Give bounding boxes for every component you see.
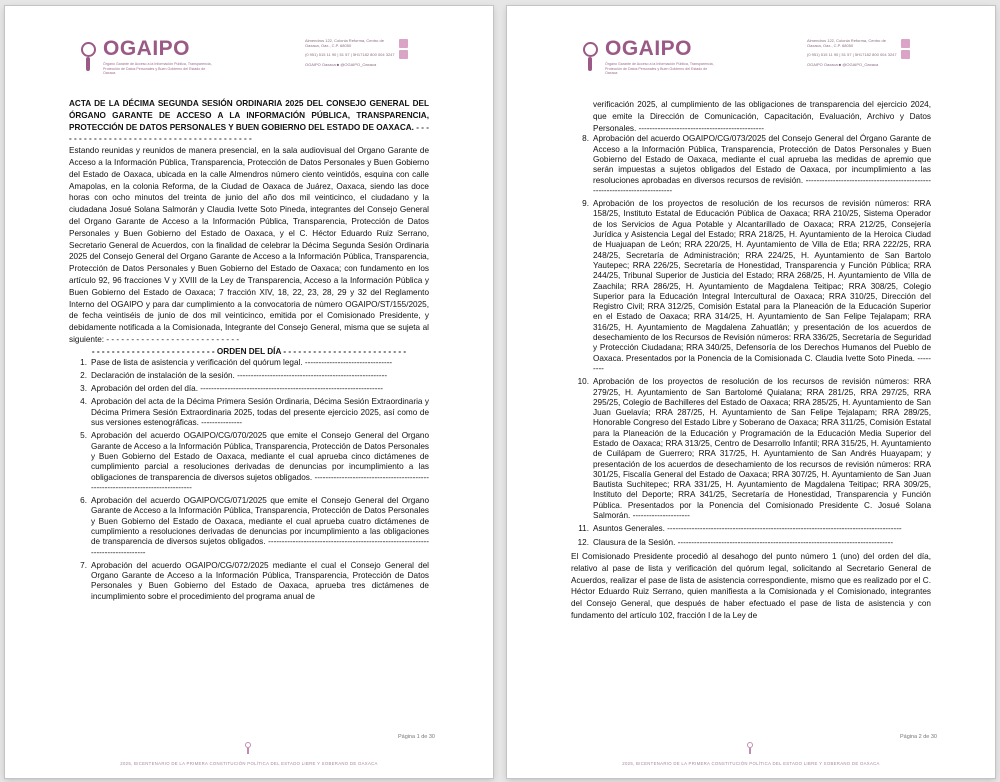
document-page-2 — [507, 6, 995, 778]
agenda-item: 12. Clausura de la Sesión. ------------------------------------------------------------------------------- — [577, 537, 894, 547]
logo-name: OGAIPO — [605, 37, 693, 60]
ogaipo-logo — [583, 38, 715, 76]
header-contact — [807, 36, 957, 67]
logo-subtitle: Órgano Garante de Acceso a la Información Pública, Transparencia, Protección de Datos Personales y Buen Gobierno del Estado de Oaxaca — [103, 62, 212, 75]
logo-name: OGAIPO — [103, 37, 191, 60]
header-social: OGAIPO Oaxaca ■ @OGAIPO_Oaxaca — [807, 62, 879, 67]
agenda-item: 10. Aprobación de los proyectos de resolución de los recursos de revisión números: RRA 279/25, H. Ayuntamiento de San Bartolomé Quialana; RRA 281/25, RRA 297/25, RRA 295/25, Colegio de Bachilleres del Estado de Oaxaca; RRA 285/25, H. Ayuntamiento de San Juan Guelavía; RRA 287/25, H. Ayuntamiento de San Felipe Tejalapam; RRA 289/25, Honorable Congreso del Estado Libre y Soberano de Oaxaca; RRA 311/25, Comisión Estatal para la Planeación de la Educación y Programación de la Educación Media Superior del Estado de Oaxaca; RRA 313/25, Centro de Desarrollo Infantil; RRA 315/25, H. Ayuntamiento de Cuilápam de Guerrero; RRA 317/25, H. Ayuntamiento de San Andrés Huayapam; y presentación de los acuerdos de desechamiento de los recursos de revisión números: RRA 301/25, Fiscalía General del Estado de Oaxaca; RRA 307/25, H. Ayuntamiento de San Juan Bautista Suchitepec; RRA 331/25, H. Ayuntamiento de Magdalena Teitipac; RRA 309/25, Instituto del Deporte; RRA 341/25, Secretaría de Honestidad, Transparencia y Función Pública. Presentados por la Ponencia del Comisionado Presidente C. Josué Solana Salmorán. --------------------- — [577, 377, 931, 521]
logo-subtitle: Órgano Garante de Acceso a la Información Pública, Transparencia, Protección de Datos Personales y Buen Gobierno del Estado de Oaxaca — [605, 62, 714, 75]
location-icon — [399, 39, 408, 48]
logo-mark-icon — [81, 42, 97, 72]
orden-del-dia-heading: - - - - - - - - - - - - - - - - - - - - - - - - - ORDEN DEL DÍA - - - - - - - - - - - - - - - - - - - - - - - - - — [91, 346, 407, 356]
header-address: Almendros 122, Colonia Reforma, Centro de Oaxaca, Oax., C.P. 68050 — [305, 38, 384, 48]
footer-text: 2025, BICENTENARIO DE LA PRIMERA CONSTITUCIÓN POLÍTICA DEL ESTADO LIBRE Y SOBERANO DE OAXACA — [622, 761, 880, 766]
act-title: ACTA DE LA DÉCIMA SEGUNDA SESIÓN ORDINARIA 2025 DEL CONSEJO GENERAL DEL ÓRGANO GARANTE DE ACCESO A LA INFORMACIÓN PÚBLICA, TRANSPARENCIA, PROTECCIÓN DE DATOS PERSONALES Y BUEN GOBIERNO DEL ESTADO DE OAXACA. - - - - - - - - - - - - - - - - - - - - - - - - - - - - - - - - - - - - - - - - — [69, 99, 430, 144]
agenda-item: 6. Aprobación del acuerdo OGAIPO/CG/071/2025 que emite el Consejo General del Organo Garante de Acceso a la Información Pública, Transparencia, Protección de Datos Personales y Buen Gobierno del Estado de Oaxaca, mediante el cual aprueba cuatro dictámenes de cumplimiento a resoluciones derivadas de denuncias por incumplimiento a las obligaciones de transparencia de diversos sujetos obligados. ------------------------------------------------------------------------------- — [80, 496, 429, 557]
header-social: OGAIPO Oaxaca ■ @OGAIPO_Oaxaca — [305, 62, 377, 67]
page-2-body — [571, 99, 931, 622]
ogaipo-logo — [81, 38, 213, 76]
location-icon — [901, 39, 910, 48]
footer-text: 2025, BICENTENARIO DE LA PRIMERA CONSTITUCIÓN POLÍTICA DEL ESTADO LIBRE Y SOBERANO DE OAXACA — [120, 761, 378, 766]
closing-paragraph: El Comisionado Presidente procedió al desahogo del punto número 1 (uno) del orden del día, relativo al pase de lista y verificación del quórum legal, solicitando al Secretario General de Acuerdos, realizar el pase de lista de asistencia correspondiente, mismo que es realizado por el C. Héctor Eduardo Ruiz Serrano, quien manifiesta a la Comisionada y el Comisionado, integrantes del Consejo General, que después de haber efectuado el pase de lista de asistencia y con fundamento del artículo 102, fracción I de la Ley de — [571, 551, 931, 620]
agenda-list-page-2 — [571, 134, 931, 548]
footer-logo-icon — [245, 742, 251, 754]
header-phones: (0 951) 515 11 90 | 51 57 | 5H17182 800 004 3247 — [305, 52, 395, 57]
agenda-item: 3. Aprobación del orden del día. ------------------------------------------------------------------- — [80, 384, 383, 394]
agenda-item: 5. Aprobación del acuerdo OGAIPO/CG/070/2025 que emite el Consejo General del Organo Garante de Acceso a la Información Pública, Transparencia, Protección de Datos Personales y Buen Gobierno del Estado de Oaxaca, mediante el cual aprueba cinco dictámenes de cumplimiento parcial a resoluciones derivadas de denuncias por incumplimiento a las obligaciones de transparencia de diversos sujetos obligados. ------------------------------------------------------------------------------- — [80, 431, 429, 492]
agenda-item: 7. Aprobación del acuerdo OGAIPO/CG/072/2025 mediante el cual el Consejo General del Organo Garante de Acceso a la Información Pública, Transparencia, Protección de Datos Personales y Buen Gobierno del Estado de Oaxaca, aprueba tres dictámenes de incumplimiento sobre el procedimiento del programa anual de — [80, 560, 429, 601]
agenda-item: 9. Aprobación de los proyectos de resolución de los recursos de revisión números: RRA 158/25, Instituto Estatal de Educación Pública de Oaxaca; RRA 210/25, Sistema Operador de los Servicios de Agua Potable y Alcantarillado de Oaxaca; RRA 212/25, Consejería Jurídica y Asistencia Legal del Estado; RRA 218/25, H. Ayuntamiento de la Heroica Ciudad de Huajuapan de León; RRA 220/25, H. Ayuntamiento de Villa de Etla; RRA 222/25, RRA 248/25, Secretaría de Administración; RRA 224/25, H. Ayuntamiento de San Bartolo Yautepec; RRA 226/25, Secretaría de Honestidad, Transparencia y Función Pública; RRA 244/25, Tribunal Superior de Justicia del Estado; RRA 268/25, H. Ayuntamiento de Villa de Zaachila; RRA 286/25, H. Ayuntamiento de Magdalena Teitipac; RRA 308/25, Colegio Superior para la Educación Integral Intercultural de Oaxaca; RRA 310/25, Dirección del Registro Civil; RRA 312/25, Comisión Estatal para la Planeación de la Educación Superior en el Estado de Oaxaca; RRA 314/25, H. Ayuntamiento de San Felipe Tejalapam; RRA 316/25, H. Ayuntamiento de Magdalena Zahuatlán; y presentación de los acuerdos de desechamiento de los Recursos de Revisión números: RRA 336/25, Secretaría de Seguridad y Protección Ciudadana; RRA 340/25, Defensoría de los Derechos Humanos del Pueblo de Oaxaca. Presentados por la Ponencia de la Comisionada C. Claudia Ivette Soto Pineda. --------- — [582, 199, 931, 373]
agenda-item: 11. Asuntos Generales. -------------------------------------------------------------------------------------- — [578, 524, 902, 534]
agenda-item: 8. Aprobación del acuerdo OGAIPO/CG/073/2025 del Consejo General del Órgano Garante de Acceso a la Información Pública, Transparencia, Protección de Datos Personales y Buen Gobierno del Estado de Oaxaca, mediante el cual aprueba las medidas de apremio que serán impuestas a sujetos obligados del Estado de Oaxaca, por incumplimiento a las resoluciones aprobadas en diversos recursos de revisión. --------------------------------------------------------------------------- — [582, 134, 931, 195]
agenda-item: 1. Pase de lista de asistencia y verificación del quórum legal. -------------------------------- — [80, 357, 393, 367]
page-1-body — [69, 98, 429, 605]
continuation-paragraph: verificación 2025, al cumplimiento de las obligaciones de transparencia del ejercicio 2024, que emite la Dirección de Comunicación, Capacitación, Evaluación, Archivo y Datos Personales. ---------------------------------------------- — [593, 100, 931, 133]
footer-logo-icon — [747, 742, 753, 754]
phone-icon — [901, 50, 910, 59]
agenda-item: 4. Aprobación del acta de la Décima Primera Sesión Ordinaria, Décima Sesión Extraordinaria y Décima Primera Sesión Extraordinaria 2025, todas del presente ejercicio 2025, así como de sus versiones estenográficas. --------------- — [80, 397, 429, 428]
page-number: Página 1 de 30 — [397, 734, 435, 740]
intro-paragraph: Estando reunidas y reunidos de manera presencial, en la sala audiovisual del Organo Garante de Acceso a la Información Pública, Transparencia, Protección de Datos Personales y Buen Gobierno del Estado de Oaxaca, ubicada en la calle Almendros número ciento veintidós, esquina con calle Amapolas, en la colonia Reforma, de la Ciudad de Oaxaca de Juárez, Oaxaca, siendo las doce horas con ocho minutos del treinta de junio del año dos mil veinticinco, el ciudadano y la ciudadana Josué Solana Salmorán y Claudia Ivette Soto Pineda, integrantes del Consejo General del Organo Garante de Acceso a la Información Pública, Transparencia, Protección de Datos Personales y Buen Gobierno del Estado de Oaxaca, y el C. Héctor Eduardo Ruiz Serrano, Secretario General de Acuerdos, con la finalidad de celebrar la Décima Segunda Sesión Ordinaria 2025 del Consejo General del Organo Garante de Acceso a la Información Pública, Transparencia, Protección de Datos Personales y Buen Gobierno del Estado de Oaxaca; con fundamento en los artículo 92, 96 fracciones V y XVIII de la Ley de Transparencia, Acceso a la Información Pública y Buen Gobierno del Estado de Oaxaca; 7 fracción XIV, 18, 22, 23, 28, 29 y 32 del Reglamento Interno del OGAIPO y para dar cumplimiento a la convocatoria de número OGAIPO/ST/155/2025, de fecha veintiséis de junio de dos mil veinticinco, emitida por el Comisionado Presidente, y debidamente notificada a la Comisionada, Integrante del Consejo General, misma que se sujeta al siguiente: - - - - - - - - - - - - - - - - - - - - - - - - - - - — [69, 146, 429, 344]
document-page-1 — [5, 6, 493, 778]
header-address: Almendros 122, Colonia Reforma, Centro de Oaxaca, Oax., C.P. 68050 — [807, 38, 886, 48]
header-phones: (0 951) 515 11 90 | 51 57 | 5H17182 800 004 3247 — [807, 52, 897, 57]
header-contact — [305, 36, 455, 67]
phone-icon — [399, 50, 408, 59]
logo-mark-icon — [583, 42, 599, 72]
page-number: Página 2 de 30 — [899, 734, 937, 740]
agenda-item: 2. Declaración de instalación de la sesión. ------------------------------------------------------- — [80, 370, 388, 380]
agenda-list-page-1 — [69, 358, 429, 603]
